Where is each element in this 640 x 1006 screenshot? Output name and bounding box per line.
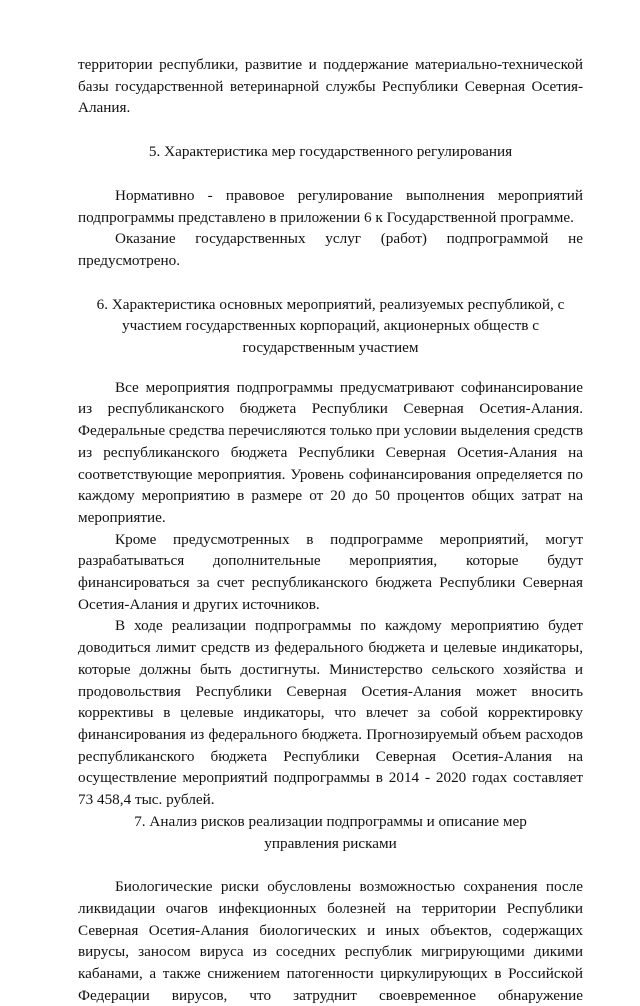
section-5-paragraph-1: Нормативно - правовое регулирование выполнения мероприятий подпрограммы представлено в приложении 6 к Государственной программе.	[78, 186, 583, 226]
section-7-heading-line-2: управления рисками	[264, 834, 397, 852]
section-6-heading: 6. Характеристика основных мероприятий, реализуемых республикой, с участием государственных корпораций, акционерных обществ с государственным участием	[96, 295, 565, 357]
section-5-heading: 5. Характеристика мер государственного регулирования	[148, 143, 513, 161]
section-7-heading-line-1: 7. Анализ рисков реализации подпрограммы и описание мер	[134, 812, 527, 830]
section-5-paragraph-2: Оказание государственных услуг (работ) подпрограммой не предусмотрено.	[78, 230, 583, 269]
document-page	[78, 54, 583, 1006]
section-6-paragraph-1: Все мероприятия подпрограммы предусматривают софинансирование из республиканского бюджета Республики Северная Осетия-Алания. Федеральные средства перечисляются только при условии выделения средств из республиканского бюджета Республики Северная Осетия-Алания на соответствующие мероприятия. Уровень софинансирования определяется по каждому мероприятию в размере от 20 до 50 процентов общих затрат на мероприятие.	[78, 378, 583, 526]
section-6-paragraph-2: Кроме предусмотренных в подпрограмме мероприятий, могут разрабатываться дополнительные мероприятия, которые будут финансироваться за счет республиканского бюджета Республики Северная Осетия-Алания и других источников.	[78, 530, 583, 613]
section-7-paragraph: Биологические риски обусловлены возможностью сохранения после ликвидации очагов инфекционных болезней на территории Республики Северная Осетия-Алания биологических и иных объектов, содержащих вирусы, заносом вируса из соседних республик мигрирующими дикими кабанами, а также снижением патогенности циркулирующих в Российской Федерации вирусов, что затруднит своевременное обнаружение	[78, 878, 583, 1004]
continuation-paragraph: территории республики, развитие и поддержание материально-технической базы государственной ветеринарной службы Республики Северная Осетия-Алания.	[78, 56, 583, 117]
section-6-paragraph-3: В ходе реализации подпрограммы по каждому мероприятию будет доводиться лимит средств из федерального бюджета и целевые индикаторы, которые должны быть достигнуты. Министерство сельского хозяйства и продовольствия Республики Северная Осетия-Алания может вносить коррективы в целевые индикаторы, что влечет за собой корректировку финансирования из федерального бюджета. Прогнозируемый объем расходов республиканского бюджета Республики Северная Осетия-Алания на осуществление мероприятий подпрограммы в 2014 - 2020 годах составляет 73 458,4 тыс. рублей.	[78, 617, 583, 809]
